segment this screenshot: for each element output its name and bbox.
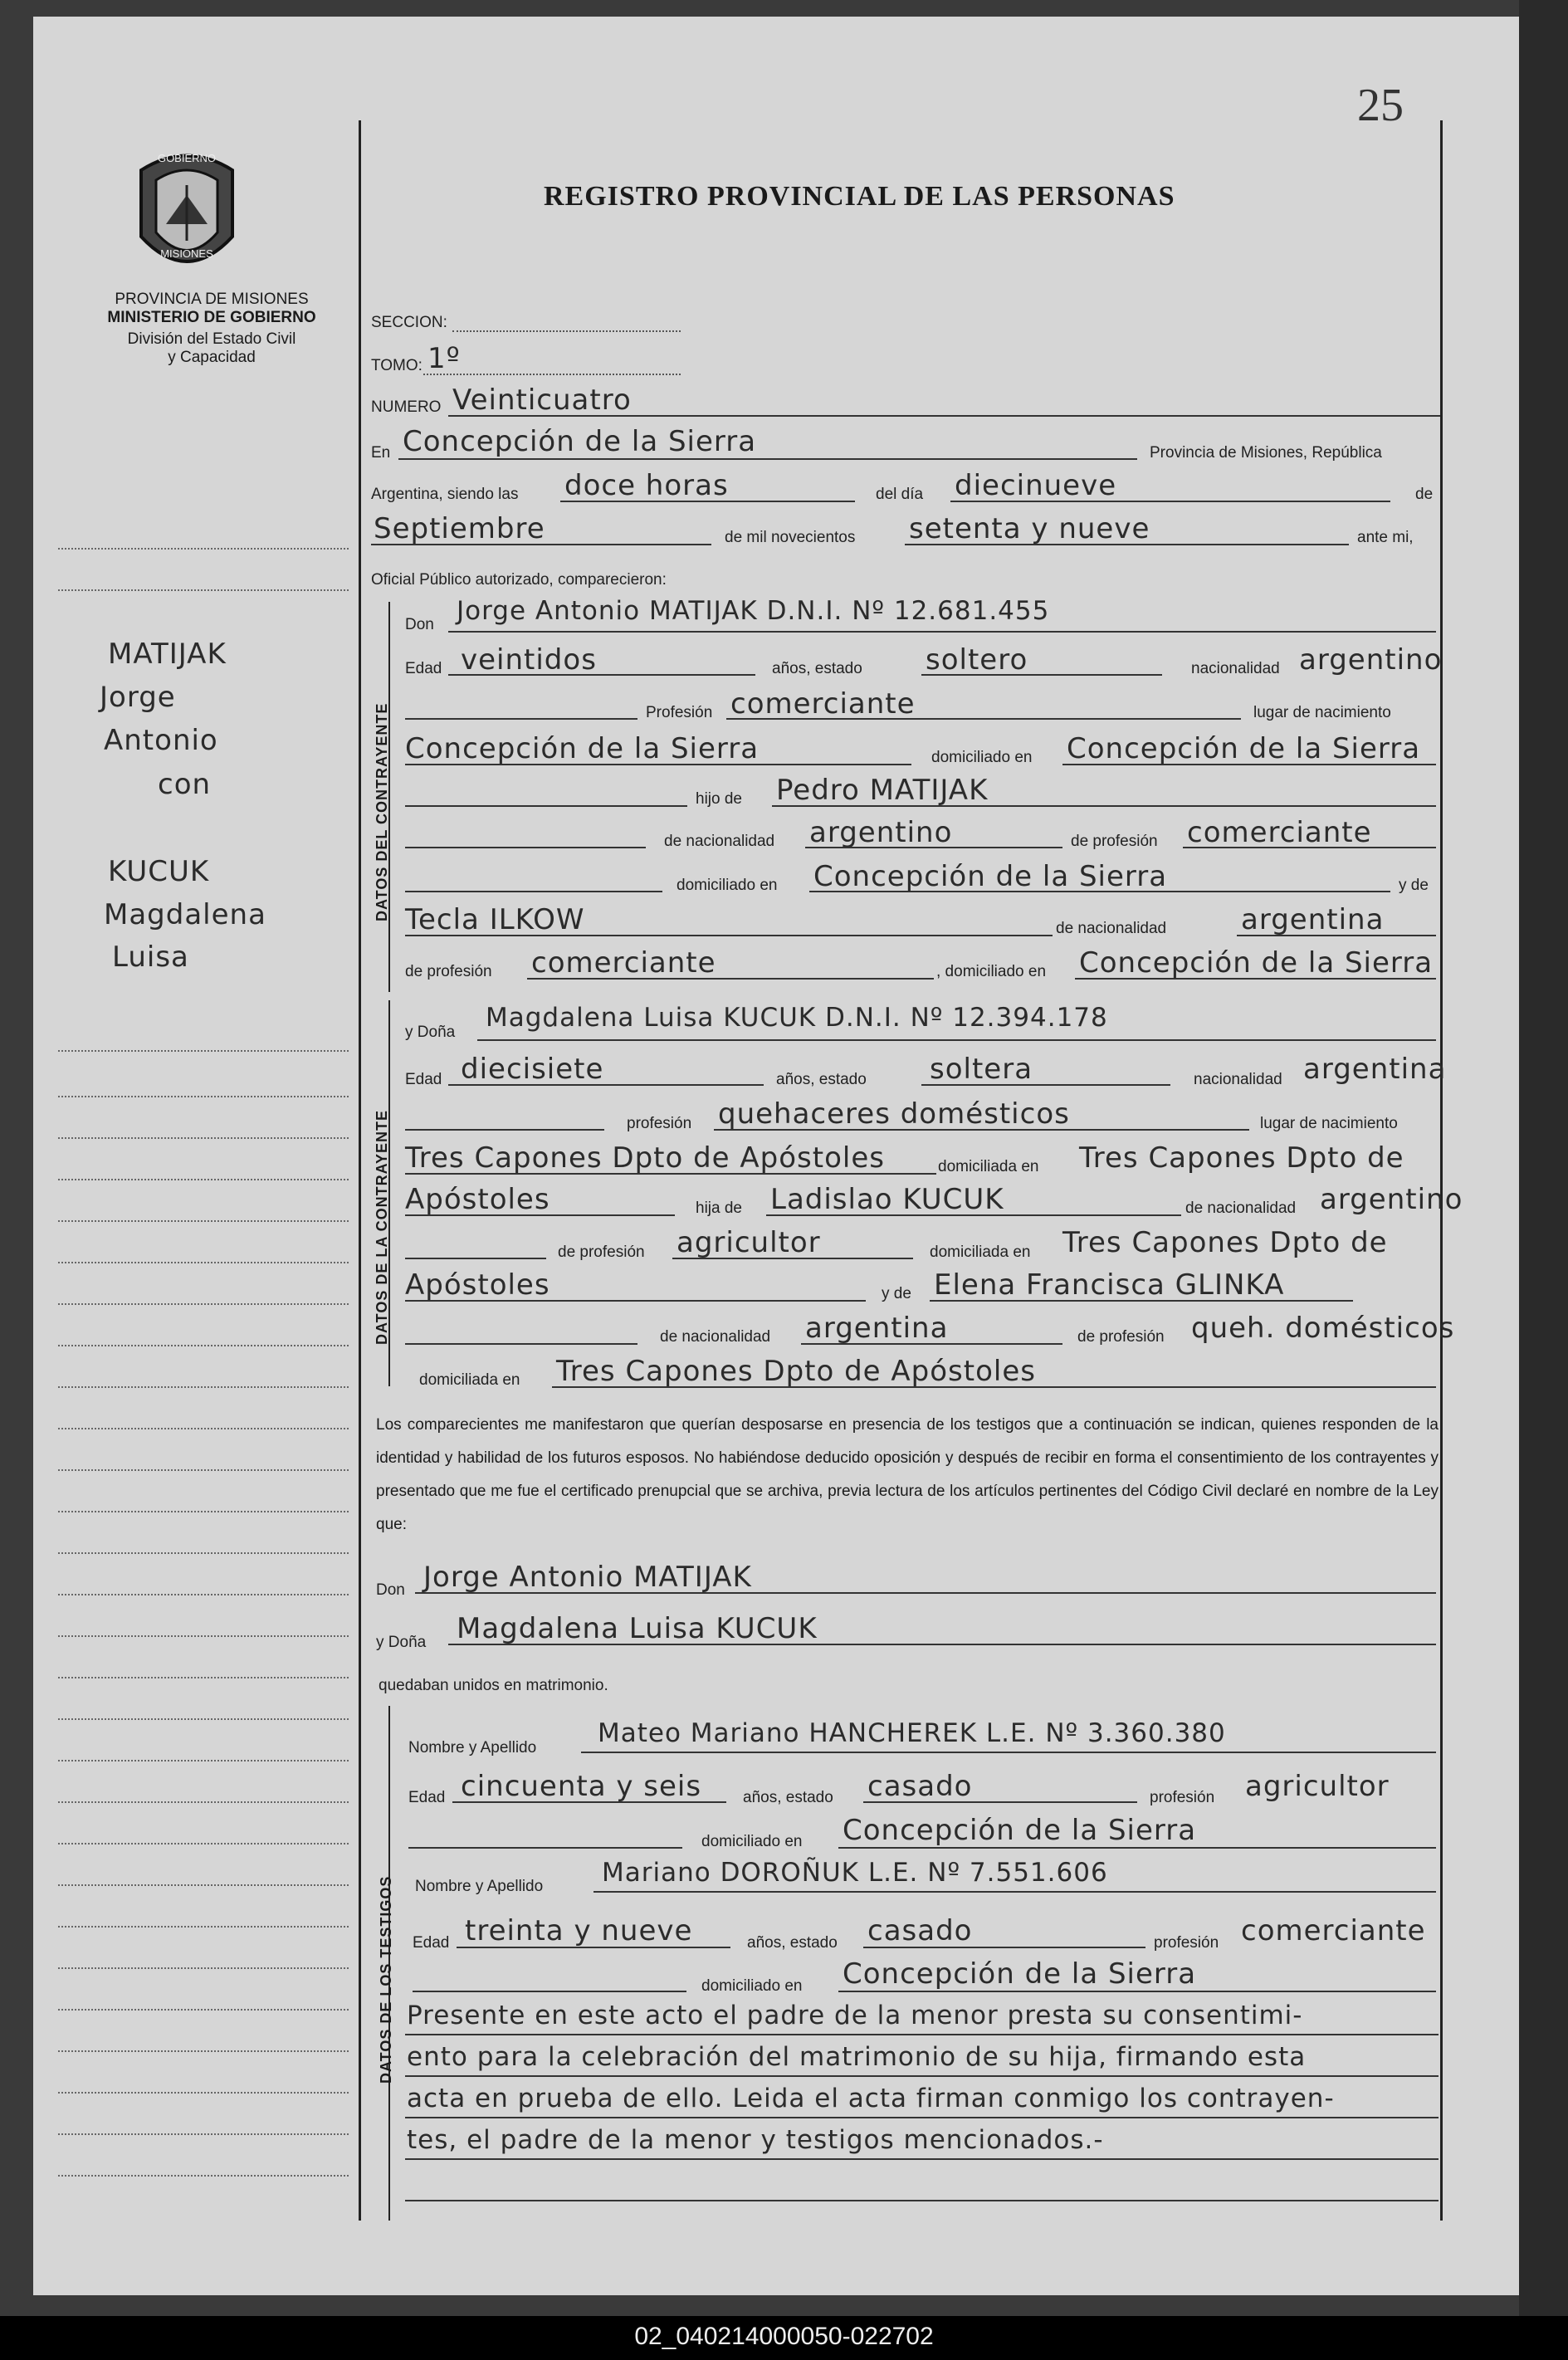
f-madre-prof-label: de profesión	[1077, 1328, 1165, 1346]
hora-value: doce horas	[564, 469, 729, 502]
numero-label: NUMERO	[371, 398, 442, 416]
seal-top-text: GOBIERNO	[157, 152, 217, 164]
f-madre-dom-value: Tres Capones Dpto de Apóstoles	[556, 1355, 1036, 1388]
c-nac-value: argentino	[1299, 643, 1443, 677]
f-lugar-value: Tres Capones Dpto de Apóstoles	[405, 1141, 885, 1175]
c-madre-dom-label: , domiciliado en	[936, 963, 1047, 980]
testigos-side-label: DATOS DE LOS TESTIGOS	[378, 1875, 394, 2084]
f-domic-value2: Apóstoles	[405, 1183, 550, 1216]
header-left	[83, 291, 340, 367]
f-nac-value: argentina	[1303, 1053, 1447, 1086]
decl-dona-value: Magdalena Luisa KUCUK	[457, 1612, 818, 1645]
t2-value: Mariano DOROÑUK L.E. Nº 7.551.606	[602, 1858, 1108, 1888]
en-label: En	[371, 444, 391, 462]
f-madre-prof-value: queh. domésticos	[1191, 1312, 1455, 1345]
mes-value: Septiembre	[374, 512, 545, 545]
dona-label: y Doña	[405, 1024, 456, 1041]
c-nac-label: nacionalidad	[1191, 660, 1280, 677]
c-padre-value: Pedro MATIJAK	[776, 774, 989, 807]
note-line-1: Presente en este acto el padre de la menor presta su consentimi-	[407, 2001, 1303, 2030]
provincial-seal	[125, 145, 249, 286]
oficial-text: Oficial Público autorizado, comparecieron:	[371, 571, 667, 589]
f-nac-label: nacionalidad	[1194, 1071, 1282, 1088]
f-domic-label: domiciliada en	[938, 1158, 1039, 1175]
t1-label: Nombre y Apellido	[408, 1739, 537, 1757]
main-right-rule	[1440, 120, 1443, 2221]
contrayenta-side-label: DATOS DE LA CONTRAYENTE	[374, 1109, 390, 1345]
margin-note-first: Jorge	[100, 681, 176, 714]
page-number: 25	[1357, 80, 1404, 131]
t2-dom-value: Concepción de la Sierra	[843, 1957, 1197, 1991]
book-binding	[1519, 0, 1568, 2324]
t1-estado: casado	[867, 1770, 973, 1803]
c-padre-nac-value: argentino	[809, 816, 953, 849]
f-lugar-label: lugar de nacimiento	[1260, 1115, 1398, 1132]
tomo-value: 1º	[427, 342, 461, 375]
c-padre-dom-value: Concepción de la Sierra	[813, 860, 1168, 893]
f-estado-value: soltera	[930, 1053, 1033, 1086]
c-domic-value: Concepción de la Sierra	[1067, 732, 1421, 765]
c-edad-value: veintidos	[461, 643, 597, 677]
c-profesion-label: Profesión	[646, 704, 713, 721]
t1-value: Mateo Mariano HANCHEREK L.E. Nº 3.360.380	[598, 1718, 1226, 1748]
f-madre-dom-label: domiciliada en	[419, 1371, 520, 1389]
header-line4: y Capacidad	[168, 349, 256, 366]
decl-don-label: Don	[376, 1581, 405, 1599]
c-estado-value: soltero	[926, 643, 1028, 677]
margin-note-con: con	[158, 768, 212, 801]
header-line1: PROVINCIA DE MISIONES	[115, 291, 309, 308]
numero-value: Veinticuatro	[452, 384, 632, 417]
de-text: de	[1415, 486, 1434, 503]
c-madre-prof-value: comerciante	[531, 946, 716, 980]
c-anios-text: años, estado	[772, 660, 862, 677]
t1-edad-value: cincuenta y seis	[461, 1770, 702, 1803]
provincia-text: Provincia de Misiones, República	[1150, 444, 1382, 462]
footer-bar	[0, 2316, 1568, 2360]
t2-estado: casado	[867, 1914, 973, 1947]
f-madre-value: Elena Francisca GLINKA	[934, 1268, 1285, 1302]
t1-dom-label: domiciliado en	[701, 1833, 803, 1850]
c-profesion-value: comerciante	[730, 687, 916, 721]
t2-dom-label: domiciliado en	[701, 1977, 803, 1995]
f-edad-label: Edad	[405, 1071, 442, 1088]
f-padre-prof-label: de profesión	[558, 1244, 645, 1261]
f-padre-value: Ladislao KUCUK	[770, 1183, 1004, 1216]
c-hijo-label: hijo de	[696, 790, 742, 808]
t1-dom-value: Concepción de la Sierra	[843, 1814, 1197, 1847]
margin-note-first2: Magdalena	[104, 898, 266, 931]
f-profesion-label: profesión	[627, 1115, 692, 1132]
f-padre-dom-value2: Apóstoles	[405, 1268, 550, 1302]
margin-note-second2: Luisa	[112, 941, 189, 974]
t2-edad-label: Edad	[413, 1934, 450, 1952]
t2-prof-label: profesión	[1154, 1934, 1219, 1952]
main-left-rule	[359, 120, 361, 2221]
c-padre-nac-label: de nacionalidad	[664, 833, 775, 850]
f-padre-dom-label: domiciliada en	[930, 1244, 1031, 1261]
c-madre-nac-value: argentina	[1241, 903, 1385, 936]
margin-note-surname: MATIJAK	[108, 638, 227, 671]
seal-bottom-text: MISIONES	[160, 247, 213, 260]
c-lugar-label: lugar de nacimiento	[1253, 704, 1391, 721]
footer-id: 02_040214000050-022702	[634, 2323, 934, 2350]
f-anios-text: años, estado	[776, 1071, 867, 1088]
page-title: REGISTRO PROVINCIAL DE LAS PERSONAS	[544, 181, 1175, 212]
f-madre-nac-label: de nacionalidad	[660, 1328, 771, 1346]
c-madre-nac-label: de nacionalidad	[1056, 920, 1167, 937]
don-value: Jorge Antonio MATIJAK D.N.I. Nº 12.681.455	[457, 596, 1050, 626]
dona-value: Magdalena Luisa KUCUK D.N.I. Nº 12.394.178	[486, 1003, 1108, 1033]
de-mil-text: de mil novecientos	[725, 529, 856, 546]
f-padre-dom-value: Tres Capones Dpto de	[1062, 1226, 1388, 1259]
anio-value: setenta y nueve	[909, 512, 1150, 545]
f-hija-label: hija de	[696, 1200, 742, 1217]
t2-prof-value: comerciante	[1241, 1914, 1426, 1947]
t1-edad-label: Edad	[408, 1789, 446, 1806]
t1-anios: años, estado	[743, 1789, 833, 1806]
t2-label: Nombre y Apellido	[415, 1878, 544, 1895]
decl-don-value: Jorge Antonio MATIJAK	[423, 1561, 752, 1594]
c-madre-value: Tecla ILKOW	[405, 903, 585, 936]
seccion-label: SECCION:	[371, 314, 447, 331]
don-label: Don	[405, 616, 434, 633]
f-padre-nac-label: de nacionalidad	[1185, 1200, 1297, 1217]
decl-dona-label: y Doña	[376, 1634, 427, 1651]
note-line-4: tes, el padre de la menor y testigos mencionados.-	[407, 2125, 1104, 2155]
t1-prof-value: agricultor	[1245, 1770, 1390, 1803]
dia-value: diecinueve	[955, 469, 1117, 502]
t2-edad-value: treinta y nueve	[465, 1914, 693, 1947]
c-madre-dom-value: Concepción de la Sierra	[1079, 946, 1434, 980]
decl-closing: quedaban unidos en matrimonio.	[379, 1677, 608, 1694]
f-madre-nac-value: argentina	[805, 1312, 949, 1345]
declaration-paragraph: Los comparecientes me manifestaron que querían desposarse en presencia de los testigos que a continuación se indican, quienes responden de la identidad y habilidad de los futuros esposos. No habiéndose deducido oposición y después de recibir en forma el consentimiento de los contrayentes y presentado que me fue el certificado prenupcial que se archiva, previa lectura de los artículos pertinentes del Código Civil declaré en nombre de la Ley que:	[376, 1416, 1439, 1533]
en-value: Concepción de la Sierra	[403, 425, 757, 458]
c-lugar-value: Concepción de la Sierra	[405, 732, 760, 765]
c-padre-dom-label: domiciliado en	[677, 877, 778, 894]
tomo-label: TOMO:	[371, 357, 423, 374]
f-domic-value: Tres Capones Dpto de	[1079, 1141, 1404, 1175]
del-dia-text: del día	[876, 486, 924, 503]
note-line-2: ento para la celebración del matrimonio de su hija, firmando esta	[407, 2042, 1307, 2072]
t2-anios: años, estado	[747, 1934, 838, 1952]
c-padre-prof-value: comerciante	[1187, 816, 1372, 849]
c-edad-label: Edad	[405, 660, 442, 677]
argentina-text: Argentina, siendo las	[371, 486, 519, 503]
t1-prof-label: profesión	[1150, 1789, 1215, 1806]
c-padre-prof-label: de profesión	[1071, 833, 1158, 850]
note-line-3: acta en prueba de ello. Leida el acta firman conmigo los contrayen-	[407, 2084, 1335, 2113]
header-line2: MINISTERIO DE GOBIERNO	[107, 309, 316, 326]
f-padre-prof-value: agricultor	[677, 1226, 821, 1259]
c-domic-label: domiciliado en	[931, 749, 1033, 766]
c-y-de: y de	[1399, 877, 1429, 894]
f-padre-nac-value: argentino	[1320, 1183, 1463, 1216]
f-edad-value: diecisiete	[461, 1053, 604, 1086]
ante-text: ante mi,	[1357, 529, 1414, 546]
header-line3: División del Estado Civil	[127, 330, 296, 348]
margin-note-second: Antonio	[104, 724, 218, 757]
margin-note-surname2: KUCUK	[108, 855, 210, 888]
f-y-de: y de	[882, 1285, 911, 1302]
f-profesion-value: quehaceres domésticos	[718, 1097, 1070, 1131]
contrayente-side-label: DATOS DEL CONTRAYENTE	[374, 702, 390, 921]
c-madre-prof-label: de profesión	[405, 963, 492, 980]
